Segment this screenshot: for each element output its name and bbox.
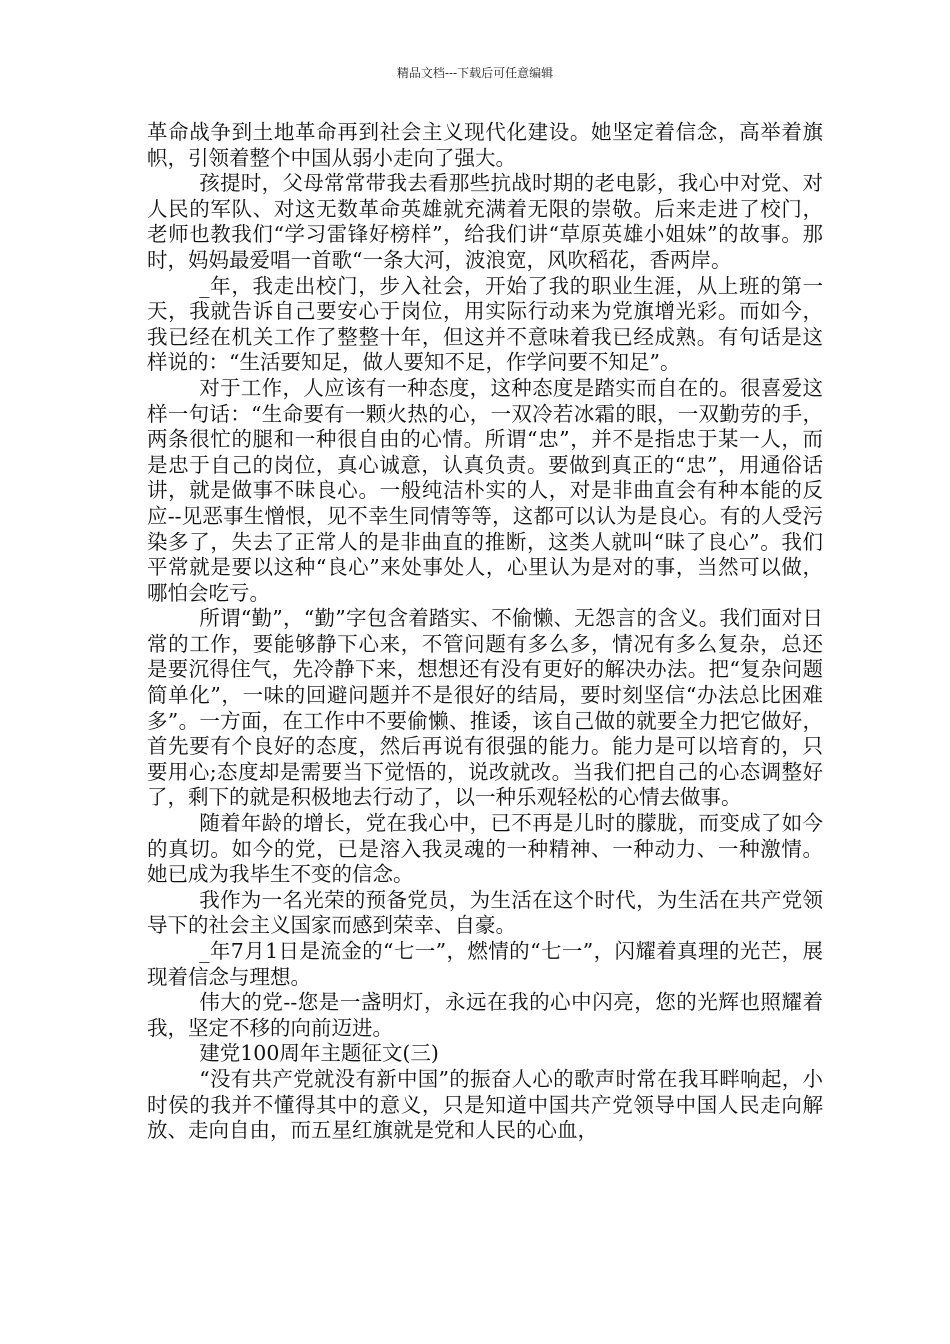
paragraph: 我作为一名光荣的预备党员，为生活在这个时代，为生活在共产党领导下的社会主义国家而感到荣幸、自豪。: [147, 887, 823, 938]
paragraph: _年7月1日是流金的“七一”，燃情的“七一”，闪耀着真理的光芒，展现着信念与理想。: [147, 939, 823, 989]
paragraph: 所谓“勤”，“勤”字包含着踏实、不偷懒、无怨言的含义。我们面对日常的工作，要能够静下心来，不管问题有多么多，情况有多么复杂，总还是要沉得住气，先冷静下来，想想还有没有更好的解决办法。把“复杂问题简单化”，一味的回避问题并不是很好的结局，要时刻坚信“办法总比困难多”。一方面，在工作中不要偷懒、推诿，该自己做的就要全力把它做好，首先要有个良好的态度，然后再说有很强的能力。能力是可以培育的，只要用心;态度却是需要当下觉悟的，说改就改。当我们把自己的心态调整好了，剩下的就是积极地去行动了，以一种乐观轻松的心情去做事。: [147, 606, 823, 810]
paragraph: _年，我走出校门，步入社会，开始了我的职业生涯，从上班的第一天，我就告诉自己要安心于岗位，用实际行动来为党旗增光彩。而如今，我已经在机关工作了整整十年，但这并不意味着我已经成熟。有句话是这样说的：“生活要知足，做人要知不足，作学问要不知足”。: [147, 273, 823, 375]
paragraph: “没有共产党就没有新中国”的振奋人心的歌声时常在我耳畔响起，小时侯的我并不懂得其中的意义，只是知道中国共产党领导中国人民走向解放、走向自由，而五星红旗就是党和人民的心血，: [147, 1066, 823, 1143]
document-body: [147, 120, 823, 1144]
section-title: 建党100周年主题征文(三): [199, 1041, 439, 1066]
paragraph: 对于工作，人应该有一种态度，这种态度是踏实而自在的。很喜爱这样一句话：“生命要有一颗火热的心，一双冷若冰霜的眼，一双勤劳的手，两条很忙的腿和一种很自由的心情。所谓“忠”，并不是指忠于某一人，而是忠于自己的岗位，真心诚意，认真负责。要做到真正的“忠”，用通俗话讲，就是做事不昧良心。一般纯洁朴实的人，对是非曲直会有种本能的反应--见恶事生憎恨，见不幸生同情等等，这都可以认为是良心。有的人受污染多了，失去了正常人的是非曲直的推断，这类人就叫“昧了良心”。我们平常就是要以这种“良心”来处事处人，心里认为是对的事，当然可以做，哪怕会吃亏。: [147, 375, 823, 605]
paragraph: 孩提时，父母常常带我去看那些抗战时期的老电影，我心中对党、对人民的军队、对这无数革命英雄就充满着无限的崇敬。后来走进了校门，老师也教我们“学习雷锋好榜样”，给我们讲“草原英雄小姐妹”的故事。那时，妈妈最爱唱一首歌“一条大河，波浪宽，风吹稻花，香两岸。: [147, 171, 823, 272]
paragraph: 伟大的党--您是一盏明灯，永远在我的心中闪亮，您的光辉也照耀着我，坚定不移的向前迈进。: [147, 990, 823, 1040]
paragraph: 随着年龄的增长，党在我心中，已不再是儿时的朦胧，而变成了如今的真切。如今的党，已是溶入我灵魂的一种精神、一种动力、一种激情。她已成为我毕生不变的信念。: [147, 811, 823, 887]
page-header: 精品文档---下载后可任意编辑: [396, 66, 554, 80]
paragraph: 革命战争到土地革命再到社会主义现代化建设。她坚定着信念，高举着旗帜，引领着整个中国从弱小走向了强大。: [147, 120, 823, 170]
